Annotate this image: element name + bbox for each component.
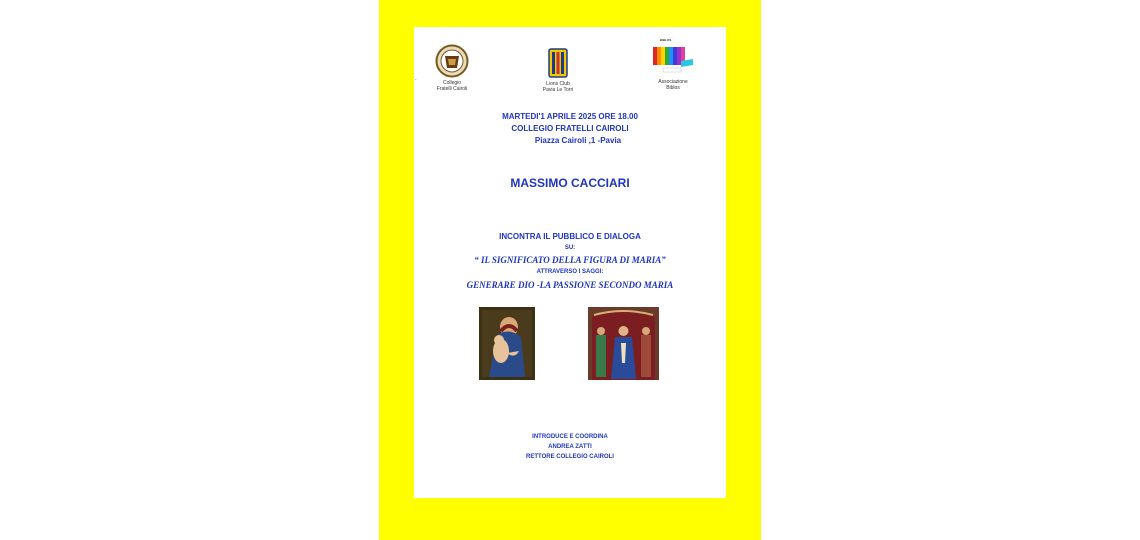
stray-dot: . xyxy=(415,76,417,82)
biblos-badge: BIBLOS xyxy=(660,38,672,42)
biblos-books-icon xyxy=(651,39,695,77)
talk-books: GENERARE DIO -LA PASSIONE SECONDO MARIA xyxy=(466,280,674,290)
event-address: Piazza Cairoli ,1 -Pavia xyxy=(534,136,622,145)
event-poster xyxy=(414,27,726,498)
event-venue: COLLEGIO FRATELLI CAIROLI xyxy=(511,124,629,133)
footer-role: INTRODUCE E COORDINA xyxy=(532,434,608,440)
talk-through: ATTRAVERSO I SAGGI: xyxy=(536,269,604,275)
logo-caption: Fratelli Cairoli xyxy=(436,86,468,92)
logo-caption: Associazione xyxy=(658,79,688,85)
lions-emblem-icon xyxy=(547,47,569,79)
talk-intro: INCONTRA IL PUBBLICO E DIALOGA xyxy=(499,232,641,241)
cairoli-crest-icon xyxy=(435,44,469,78)
logo-caption: Pavia Le Torri xyxy=(542,87,574,93)
talk-title: “ IL SIGNIFICATO DELLA FIGURA DI MARIA” xyxy=(474,255,666,265)
footer-name: ANDREA ZATTI xyxy=(548,444,592,450)
logo-caption: Lions Club xyxy=(546,81,570,87)
footer-title: RETTORE COLLEGIO CAIROLI xyxy=(526,454,614,460)
talk-su: SU: xyxy=(564,245,576,251)
collegio-cairoli-logo xyxy=(432,44,472,92)
logo-caption: Collegio xyxy=(442,80,462,86)
associazione-biblos-logo xyxy=(646,39,700,91)
lions-club-logo xyxy=(536,47,580,93)
madonna-del-parto-painting xyxy=(588,307,659,380)
event-datetime: MARTEDI'1 APRILE 2025 ORE 18.00 xyxy=(502,112,638,121)
speaker-name: MASSIMO CACCIARI xyxy=(510,176,630,190)
madonna-and-child-painting xyxy=(479,307,535,380)
logo-caption: Biblos xyxy=(666,85,680,91)
